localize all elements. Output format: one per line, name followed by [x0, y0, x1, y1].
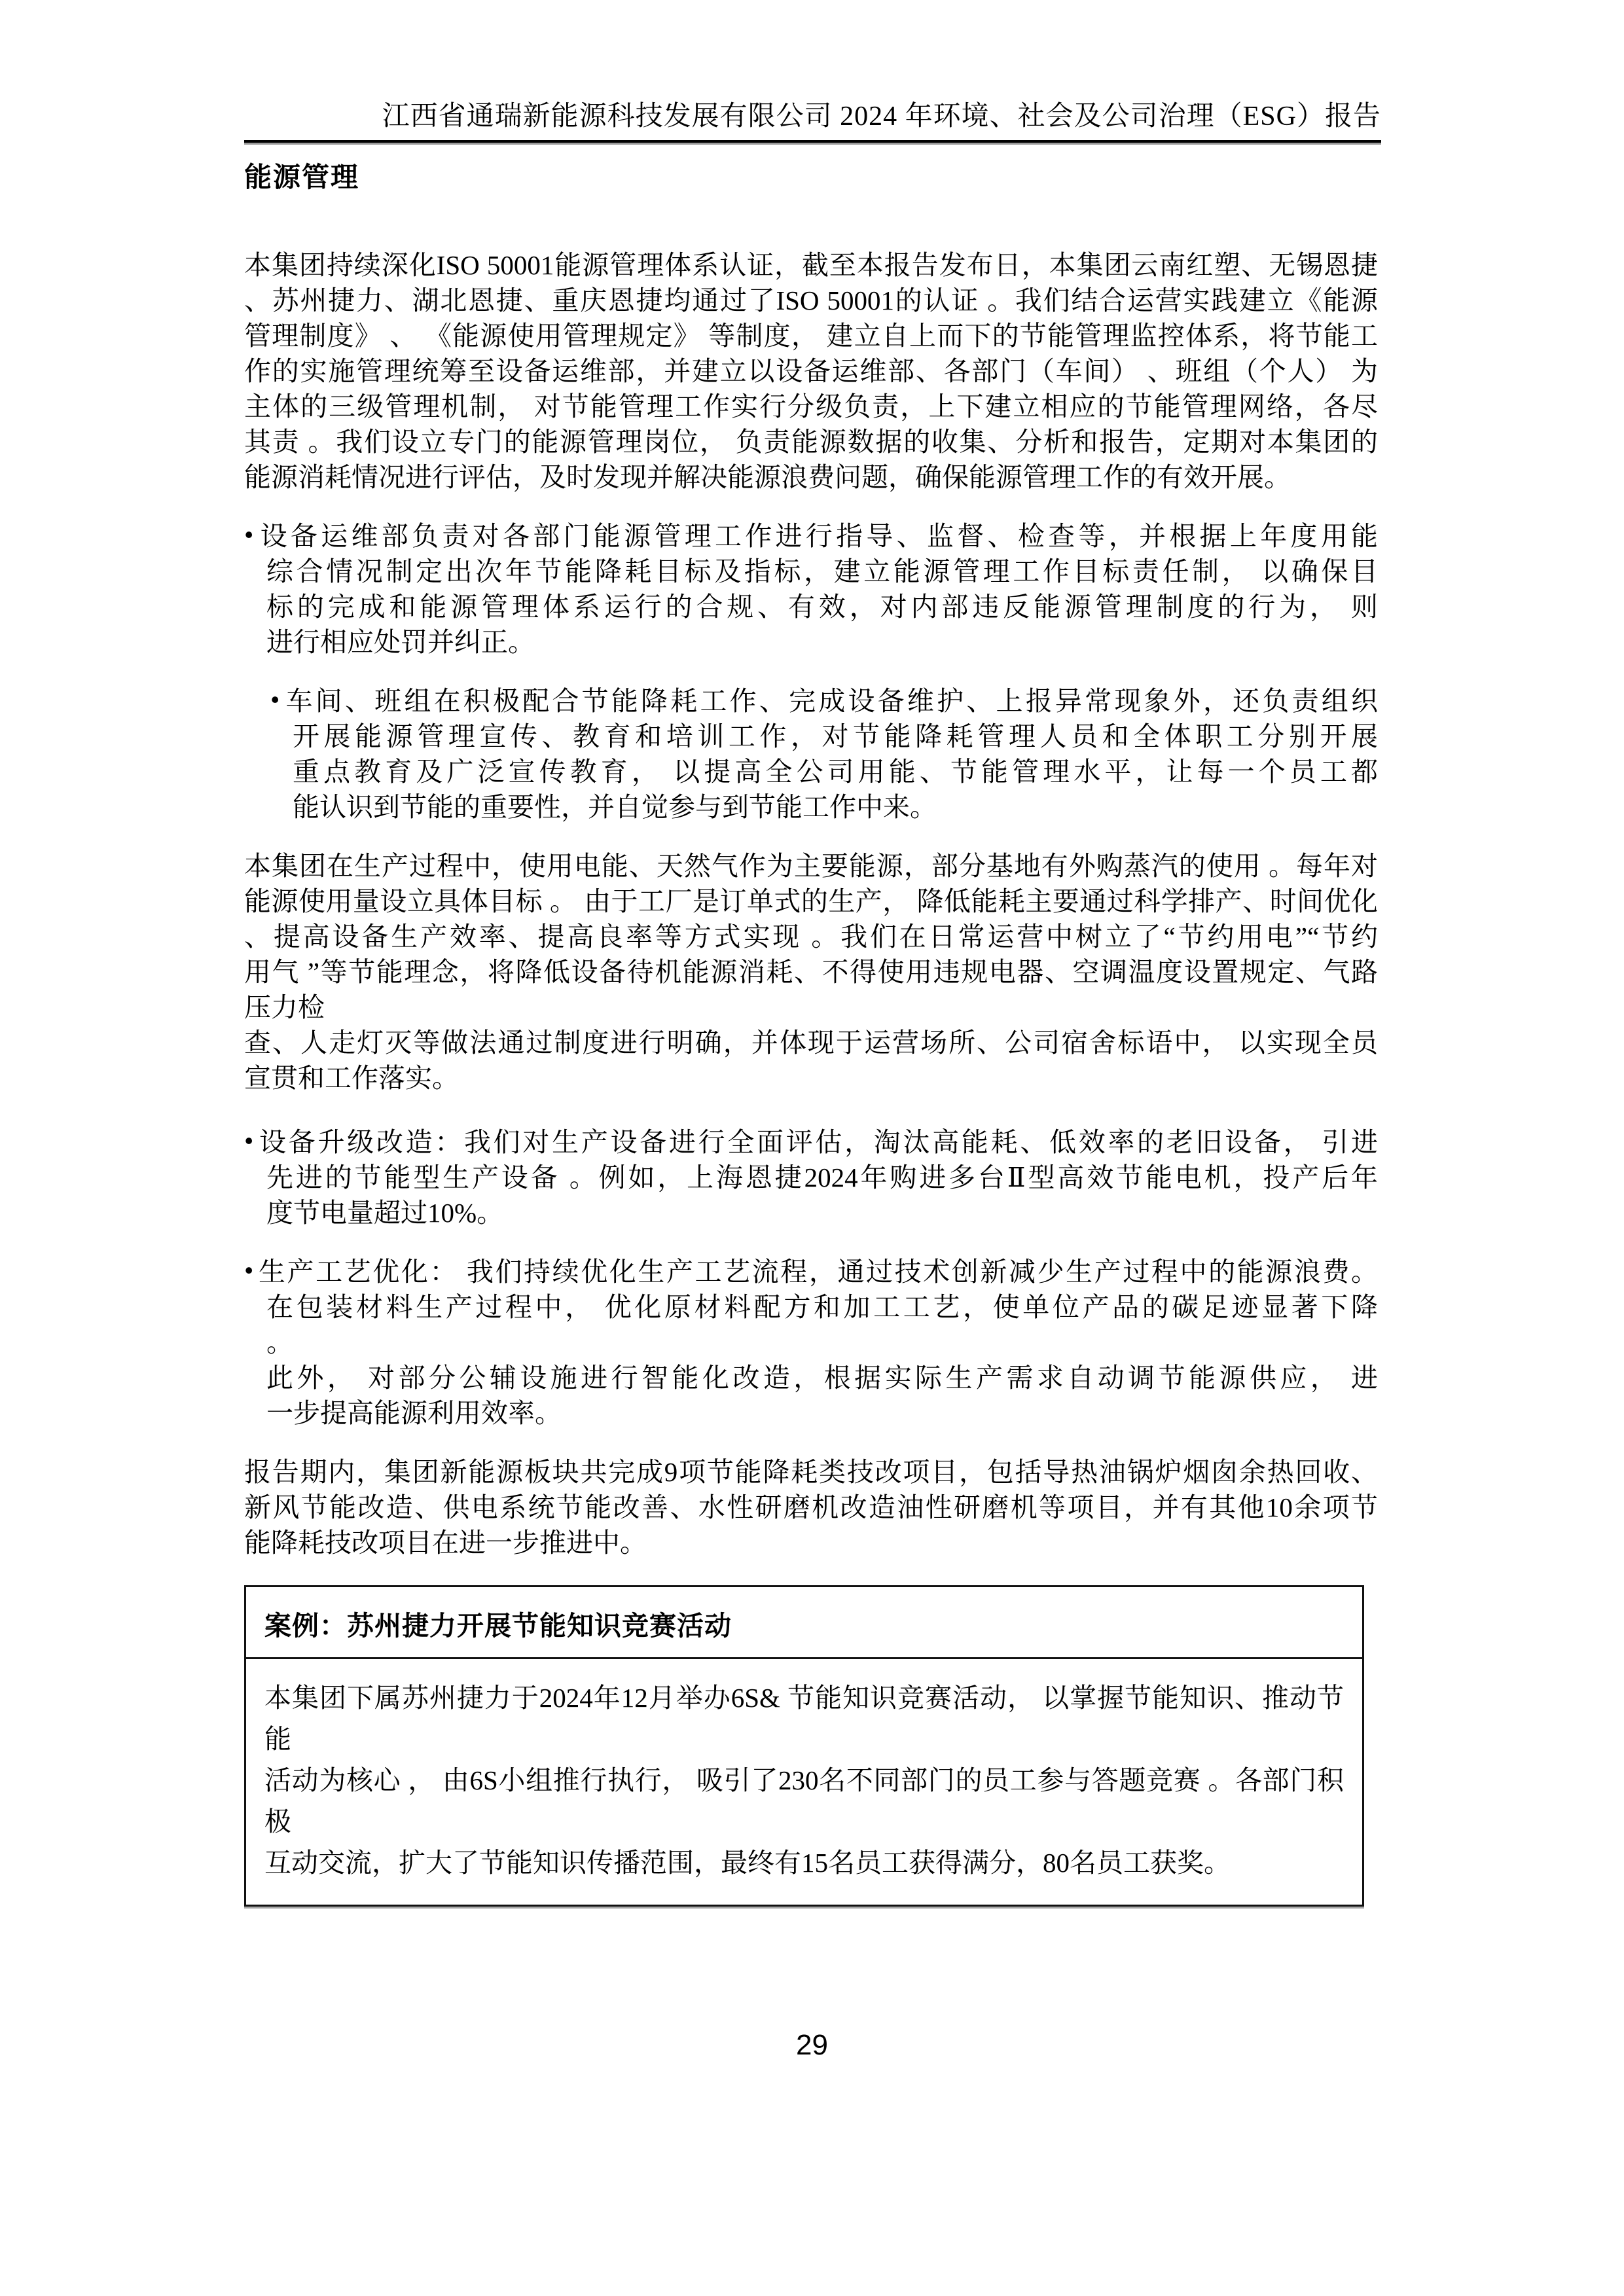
text-line: 能降耗技改项目在进一步推进中。	[244, 1528, 647, 1558]
text-line: 标的完成和能源管理体系运行的合规、有效，对内部违反能源管理制度的行为， 则	[266, 592, 1378, 622]
case-study-title: 案例：苏州捷力开展节能知识竞赛活动	[246, 1587, 1362, 1659]
text-line: 本集团下属苏州捷力于2024年12月举办6S& 节能知识竞赛活动， 以掌握节能知识、推动节能	[264, 1683, 1344, 1754]
text-line: 开展能源管理宣传、教育和培训工作，对节能降耗管理人员和全体职工分别开展	[293, 721, 1378, 751]
text-line: 重点教育及广泛宣传教育， 以提高全公司用能、节能管理水平，让每一个员工都	[293, 757, 1378, 787]
text-line: 先进的节能型生产设备 。例如，上海恩捷2024年购进多台Ⅱ型高效节能电机，投产后年	[266, 1162, 1378, 1193]
text-line: • 生产工艺优化： 我们持续优化生产工艺流程，通过技术创新减少生产过程中的能源浪费。	[244, 1254, 1378, 1289]
text-line: 活动为核心 ， 由6S小组推行执行， 吸引了230名不同部门的员工参与答题竞赛 。各部门积极	[264, 1765, 1344, 1837]
text-line: 综合情况制定出次年节能降耗目标及指标，建立能源管理工作目标责任制， 以确保目	[266, 556, 1378, 586]
bullet-item	[244, 1124, 1378, 1230]
text-line: 能认识到节能的重要性，并自觉参与到节能工作中来。	[293, 792, 937, 822]
text-line: 本集团持续深化ISO 50001能源管理体系认证，截至本报告发布日，本集团云南红塑、无锡恩捷	[244, 250, 1378, 280]
case-study-box	[244, 1585, 1364, 1907]
case-study-body	[246, 1659, 1362, 1905]
text-line: 其责 。我们设立专门的能源管理岗位， 负责能源数据的收集、分析和报告，定期对本集团的	[244, 427, 1378, 457]
text-line: 能源使用量设立具体目标 。 由于工厂是订单式的生产， 降低能耗主要通过科学排产、时间优化	[244, 886, 1378, 916]
text-line: 主体的三级管理机制， 对节能管理工作实行分级负责，上下建立相应的节能管理网络，各尽	[244, 391, 1378, 422]
section-title: 能源管理	[244, 163, 360, 193]
text-line: • 车间、班组在积极配合节能降耗工作、完成设备维护、上报异常现象外，还负责组织	[270, 683, 1378, 719]
text-line: 、提高设备生产效率、提高良率等方式实现 。我们在日常运营中树立了“节约用电”“节约	[244, 922, 1378, 952]
text-line: 本集团在生产过程中，使用电能、天然气作为主要能源，部分基地有外购蒸汽的使用 。每年对	[244, 851, 1378, 881]
text-line: • 设备运维部负责对各部门能源管理工作进行指导、监督、检查等，并根据上年度用能	[244, 518, 1378, 554]
text-line: 新风节能改造、供电系统节能改善、水性研磨机改造油性研磨机等项目，并有其他10余项节	[244, 1492, 1378, 1522]
paragraph	[244, 848, 1378, 1096]
paragraph	[244, 247, 1378, 495]
text-line: 互动交流，扩大了节能知识传播范围，最终有15名员工获得满分，80名员工获奖。	[264, 1848, 1231, 1878]
text-line: 在包装材料生产过程中， 优化原材料配方和加工工艺，使单位产品的碳足迹显著下降	[266, 1292, 1378, 1322]
text-line: 、苏州捷力、湖北恩捷、重庆恩捷均通过了ISO 50001的认证 。我们结合运营实践建立《能源	[244, 285, 1378, 315]
text-line: 此外， 对部分公辅设施进行智能化改造，根据实际生产需求自动调节能源供应， 进	[266, 1363, 1378, 1393]
paragraph	[244, 1454, 1378, 1560]
bullet-item	[244, 518, 1378, 660]
text-line: • 设备升级改造：我们对生产设备进行全面评估，淘汰高能耗、低效率的老旧设备， 引进	[244, 1124, 1378, 1160]
bullet-icon: •	[270, 685, 280, 715]
header-divider	[244, 140, 1381, 143]
text-line: 。	[266, 1327, 293, 1357]
report-header-title: 江西省通瑞新能源科技发展有限公司 2024 年环境、社会及公司治理（ESG）报告	[382, 101, 1381, 132]
bullet-item	[270, 683, 1378, 825]
bullet-icon: •	[244, 1255, 254, 1285]
bullet-icon: •	[244, 520, 254, 550]
bullet-item	[244, 1254, 1378, 1431]
text-line: 作的实施管理统筹至设备运维部，并建立以设备运维部、各部门（车间） 、班组（个人） 为	[244, 356, 1378, 386]
document-body	[244, 247, 1378, 1907]
text-line: 管理制度》 、 《能源使用管理规定》 等制度， 建立自上而下的节能管理监控体系，将节能工	[244, 321, 1378, 351]
text-line: 一步提高能源利用效率。	[266, 1398, 562, 1428]
text-line: 宣贯和工作落实。	[244, 1063, 459, 1093]
page-number: 29	[796, 2029, 828, 2061]
text-line: 报告期内，集团新能源板块共完成9项节能降耗类技改项目，包括导热油锅炉烟囱余热回收、	[244, 1457, 1378, 1487]
bullet-icon: •	[244, 1126, 254, 1156]
text-line: 度节电量超过10%。	[266, 1198, 504, 1228]
text-line: 能源消耗情况进行评估，及时发现并解决能源浪费问题，确保能源管理工作的有效开展。	[244, 462, 1291, 492]
text-line: 查、人走灯灭等做法通过制度进行明确，并体现于运营场所、公司宿舍标语中， 以实现全员	[244, 1028, 1378, 1058]
text-line: 用气 ”等节能理念，将降低设备待机能源消耗、不得使用违规电器、空调温度设置规定、气路	[244, 957, 1378, 987]
text-blocks	[244, 247, 1378, 1560]
text-line: 压力检	[244, 992, 325, 1022]
text-line: 进行相应处罚并纠正。	[266, 627, 535, 657]
